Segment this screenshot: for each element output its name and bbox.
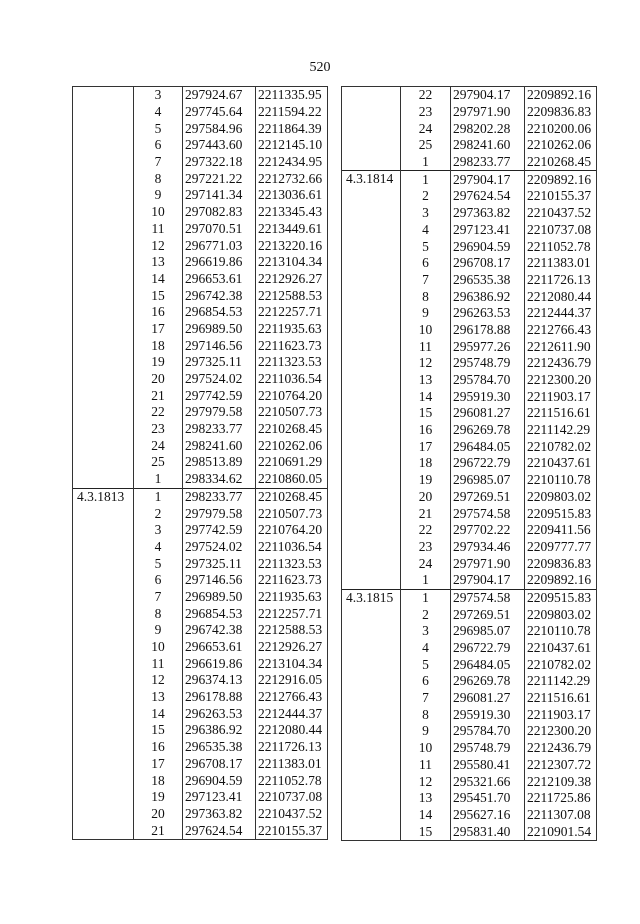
x-coordinate-cell: 297123.41 <box>451 222 525 239</box>
point-number-cell: 12 <box>401 773 451 790</box>
point-number-cell: 8 <box>134 605 183 622</box>
y-coordinate-cell: 2211935.63 <box>256 321 328 338</box>
y-coordinate-cell: 2211623.73 <box>256 572 328 589</box>
y-coordinate-cell: 2213104.34 <box>256 254 328 271</box>
point-number-cell: 18 <box>134 337 183 354</box>
y-coordinate-cell: 2210901.54 <box>525 823 597 840</box>
y-coordinate-cell: 2209836.83 <box>525 104 597 121</box>
y-coordinate-cell: 2210782.02 <box>525 438 597 455</box>
y-coordinate-cell: 2210782.02 <box>525 656 597 673</box>
y-coordinate-cell: 2211903.17 <box>525 706 597 723</box>
y-coordinate-cell: 2212926.27 <box>256 271 328 288</box>
point-number-cell: 15 <box>401 823 451 840</box>
point-number-cell: 6 <box>401 673 451 690</box>
x-coordinate-cell: 296178.88 <box>183 689 256 706</box>
y-coordinate-cell: 2213104.34 <box>256 655 328 672</box>
y-coordinate-cell: 2211383.01 <box>525 255 597 272</box>
point-number-cell: 9 <box>134 622 183 639</box>
x-coordinate-cell: 296269.78 <box>451 422 525 439</box>
x-coordinate-cell: 296535.38 <box>451 272 525 289</box>
y-coordinate-cell: 2210507.73 <box>256 505 328 522</box>
y-coordinate-cell: 2210691.29 <box>256 454 328 471</box>
point-number-cell: 11 <box>401 757 451 774</box>
x-coordinate-cell: 298233.77 <box>183 488 256 505</box>
point-number-cell: 20 <box>134 371 183 388</box>
x-coordinate-cell: 296386.92 <box>451 288 525 305</box>
y-coordinate-cell: 2211726.13 <box>525 272 597 289</box>
point-number-cell: 3 <box>401 205 451 222</box>
x-coordinate-cell: 296904.59 <box>451 238 525 255</box>
x-coordinate-cell: 297624.54 <box>183 822 256 839</box>
point-number-cell: 4 <box>401 640 451 657</box>
x-coordinate-cell: 297624.54 <box>451 188 525 205</box>
x-coordinate-cell: 297443.60 <box>183 137 256 154</box>
point-number-cell: 24 <box>134 437 183 454</box>
x-coordinate-cell: 297325.11 <box>183 354 256 371</box>
point-number-cell: 17 <box>401 438 451 455</box>
point-number-cell: 6 <box>134 137 183 154</box>
point-number-cell: 17 <box>134 321 183 338</box>
x-coordinate-cell: 297584.96 <box>183 120 256 137</box>
y-coordinate-cell: 2211052.78 <box>256 772 328 789</box>
x-coordinate-cell: 297524.02 <box>183 539 256 556</box>
x-coordinate-cell: 296484.05 <box>451 438 525 455</box>
point-number-cell: 14 <box>134 271 183 288</box>
x-coordinate-cell: 295784.70 <box>451 723 525 740</box>
x-coordinate-cell: 296081.27 <box>451 690 525 707</box>
point-number-cell: 20 <box>134 806 183 823</box>
y-coordinate-cell: 2211335.95 <box>256 87 328 104</box>
y-coordinate-cell: 2212257.71 <box>256 605 328 622</box>
point-number-cell: 1 <box>401 589 451 606</box>
x-coordinate-cell: 297702.22 <box>451 522 525 539</box>
x-coordinate-cell: 298241.60 <box>183 437 256 454</box>
point-number-cell: 18 <box>134 772 183 789</box>
y-coordinate-cell: 2210262.06 <box>525 137 597 154</box>
group-label: 4.3.1813 <box>73 488 134 839</box>
x-coordinate-cell: 297924.67 <box>183 87 256 104</box>
x-coordinate-cell: 296653.61 <box>183 639 256 656</box>
x-coordinate-cell: 296904.59 <box>183 772 256 789</box>
x-coordinate-cell: 296081.27 <box>451 405 525 422</box>
x-coordinate-cell: 298334.62 <box>183 471 256 488</box>
y-coordinate-cell: 2210437.52 <box>525 205 597 222</box>
x-coordinate-cell: 297146.56 <box>183 572 256 589</box>
table-row <box>342 87 597 104</box>
y-coordinate-cell: 2213345.43 <box>256 204 328 221</box>
group-label: 4.3.1815 <box>342 589 401 840</box>
point-number-cell: 4 <box>134 104 183 121</box>
y-coordinate-cell: 2211903.17 <box>525 388 597 405</box>
x-coordinate-cell: 295977.26 <box>451 338 525 355</box>
point-number-cell: 13 <box>134 689 183 706</box>
table-row <box>73 87 328 104</box>
y-coordinate-cell: 2213036.61 <box>256 187 328 204</box>
point-number-cell: 1 <box>401 572 451 589</box>
point-number-cell: 11 <box>134 221 183 238</box>
point-number-cell: 5 <box>134 555 183 572</box>
y-coordinate-cell: 2212588.53 <box>256 622 328 639</box>
x-coordinate-cell: 297574.58 <box>451 505 525 522</box>
point-number-cell: 24 <box>401 120 451 137</box>
coordinates-table-left <box>72 86 328 840</box>
x-coordinate-cell: 295580.41 <box>451 757 525 774</box>
x-coordinate-cell: 296653.61 <box>183 271 256 288</box>
x-coordinate-cell: 297146.56 <box>183 337 256 354</box>
x-coordinate-cell: 296619.86 <box>183 254 256 271</box>
x-coordinate-cell: 295451.70 <box>451 790 525 807</box>
point-number-cell: 14 <box>134 705 183 722</box>
y-coordinate-cell: 2212434.95 <box>256 154 328 171</box>
point-number-cell: 22 <box>401 87 451 104</box>
point-number-cell: 1 <box>401 171 451 188</box>
x-coordinate-cell: 295321.66 <box>451 773 525 790</box>
x-coordinate-cell: 296989.50 <box>183 321 256 338</box>
x-coordinate-cell: 297971.90 <box>451 555 525 572</box>
x-coordinate-cell: 296742.38 <box>183 287 256 304</box>
point-number-cell: 22 <box>401 522 451 539</box>
y-coordinate-cell: 2211383.01 <box>256 756 328 773</box>
y-coordinate-cell: 2212926.27 <box>256 639 328 656</box>
point-number-cell: 14 <box>401 388 451 405</box>
point-number-cell: 10 <box>134 204 183 221</box>
x-coordinate-cell: 297221.22 <box>183 170 256 187</box>
x-coordinate-cell: 295627.16 <box>451 807 525 824</box>
y-coordinate-cell: 2209836.83 <box>525 555 597 572</box>
point-number-cell: 16 <box>401 422 451 439</box>
point-number-cell: 16 <box>134 304 183 321</box>
point-number-cell: 21 <box>134 387 183 404</box>
x-coordinate-cell: 296854.53 <box>183 605 256 622</box>
y-coordinate-cell: 2209803.02 <box>525 606 597 623</box>
y-coordinate-cell: 2211623.73 <box>256 337 328 354</box>
point-number-cell: 15 <box>401 405 451 422</box>
x-coordinate-cell: 295919.30 <box>451 706 525 723</box>
y-coordinate-cell: 2211935.63 <box>256 589 328 606</box>
group-label <box>342 87 401 171</box>
x-coordinate-cell: 296722.79 <box>451 455 525 472</box>
y-coordinate-cell: 2209411.56 <box>525 522 597 539</box>
y-coordinate-cell: 2212300.20 <box>525 723 597 740</box>
y-coordinate-cell: 2210737.08 <box>525 222 597 239</box>
x-coordinate-cell: 296985.07 <box>451 623 525 640</box>
point-number-cell: 7 <box>134 589 183 606</box>
y-coordinate-cell: 2210155.37 <box>525 188 597 205</box>
y-coordinate-cell: 2210764.20 <box>256 522 328 539</box>
y-coordinate-cell: 2209803.02 <box>525 489 597 506</box>
y-coordinate-cell: 2210764.20 <box>256 387 328 404</box>
y-coordinate-cell: 2209777.77 <box>525 539 597 556</box>
y-coordinate-cell: 2212588.53 <box>256 287 328 304</box>
point-number-cell: 9 <box>134 187 183 204</box>
x-coordinate-cell: 297904.17 <box>451 572 525 589</box>
point-number-cell: 2 <box>134 505 183 522</box>
y-coordinate-cell: 2210268.45 <box>256 488 328 505</box>
point-number-cell: 10 <box>401 740 451 757</box>
point-number-cell: 7 <box>401 272 451 289</box>
point-number-cell: 6 <box>134 572 183 589</box>
y-coordinate-cell: 2211036.54 <box>256 371 328 388</box>
x-coordinate-cell: 295748.79 <box>451 740 525 757</box>
x-coordinate-cell: 296178.88 <box>451 322 525 339</box>
y-coordinate-cell: 2209515.83 <box>525 589 597 606</box>
x-coordinate-cell: 297141.34 <box>183 187 256 204</box>
point-number-cell: 12 <box>134 237 183 254</box>
point-number-cell: 1 <box>401 154 451 171</box>
y-coordinate-cell: 2211323.53 <box>256 555 328 572</box>
x-coordinate-cell: 297123.41 <box>183 789 256 806</box>
point-number-cell: 23 <box>401 539 451 556</box>
x-coordinate-cell: 295919.30 <box>451 388 525 405</box>
point-number-cell: 13 <box>401 372 451 389</box>
point-number-cell: 1 <box>134 471 183 488</box>
y-coordinate-cell: 2211864.39 <box>256 120 328 137</box>
x-coordinate-cell: 297934.46 <box>451 539 525 556</box>
point-number-cell: 20 <box>401 489 451 506</box>
table-row <box>73 488 328 505</box>
x-coordinate-cell: 296619.86 <box>183 655 256 672</box>
table-row <box>342 171 597 188</box>
y-coordinate-cell: 2211052.78 <box>525 238 597 255</box>
y-coordinate-cell: 2212444.37 <box>525 305 597 322</box>
y-coordinate-cell: 2211036.54 <box>256 539 328 556</box>
x-coordinate-cell: 296535.38 <box>183 739 256 756</box>
x-coordinate-cell: 297325.11 <box>183 555 256 572</box>
y-coordinate-cell: 2209892.16 <box>525 572 597 589</box>
y-coordinate-cell: 2210507.73 <box>256 404 328 421</box>
x-coordinate-cell: 297745.64 <box>183 104 256 121</box>
y-coordinate-cell: 2212444.37 <box>256 705 328 722</box>
y-coordinate-cell: 2211516.61 <box>525 405 597 422</box>
point-number-cell: 7 <box>401 690 451 707</box>
point-number-cell: 5 <box>401 656 451 673</box>
y-coordinate-cell: 2210155.37 <box>256 822 328 839</box>
x-coordinate-cell: 296985.07 <box>451 472 525 489</box>
x-coordinate-cell: 297742.59 <box>183 387 256 404</box>
x-coordinate-cell: 298202.28 <box>451 120 525 137</box>
group-label: 4.3.1814 <box>342 171 401 589</box>
point-number-cell: 13 <box>401 790 451 807</box>
point-number-cell: 3 <box>401 623 451 640</box>
y-coordinate-cell: 2212080.44 <box>256 722 328 739</box>
point-number-cell: 5 <box>134 120 183 137</box>
point-number-cell: 3 <box>134 87 183 104</box>
y-coordinate-cell: 2211725.86 <box>525 790 597 807</box>
x-coordinate-cell: 297574.58 <box>451 589 525 606</box>
x-coordinate-cell: 296854.53 <box>183 304 256 321</box>
x-coordinate-cell: 297082.83 <box>183 204 256 221</box>
y-coordinate-cell: 2210860.05 <box>256 471 328 488</box>
x-coordinate-cell: 298513.89 <box>183 454 256 471</box>
y-coordinate-cell: 2212145.10 <box>256 137 328 154</box>
point-number-cell: 24 <box>401 555 451 572</box>
point-number-cell: 10 <box>134 639 183 656</box>
point-number-cell: 18 <box>401 455 451 472</box>
y-coordinate-cell: 2212436.79 <box>525 355 597 372</box>
y-coordinate-cell: 2212732.66 <box>256 170 328 187</box>
point-number-cell: 2 <box>401 606 451 623</box>
point-number-cell: 22 <box>134 404 183 421</box>
x-coordinate-cell: 296989.50 <box>183 589 256 606</box>
y-coordinate-cell: 2209892.16 <box>525 171 597 188</box>
x-coordinate-cell: 297363.82 <box>451 205 525 222</box>
point-number-cell: 19 <box>134 354 183 371</box>
point-number-cell: 15 <box>134 722 183 739</box>
y-coordinate-cell: 2210268.45 <box>525 154 597 171</box>
x-coordinate-cell: 297070.51 <box>183 221 256 238</box>
point-number-cell: 4 <box>401 222 451 239</box>
y-coordinate-cell: 2212611.90 <box>525 338 597 355</box>
y-coordinate-cell: 2213449.61 <box>256 221 328 238</box>
x-coordinate-cell: 297269.51 <box>451 606 525 623</box>
point-number-cell: 16 <box>134 739 183 756</box>
x-coordinate-cell: 296742.38 <box>183 622 256 639</box>
y-coordinate-cell: 2211142.29 <box>525 422 597 439</box>
x-coordinate-cell: 298241.60 <box>451 137 525 154</box>
point-number-cell: 5 <box>401 238 451 255</box>
x-coordinate-cell: 297524.02 <box>183 371 256 388</box>
point-number-cell: 23 <box>134 421 183 438</box>
point-number-cell: 12 <box>134 672 183 689</box>
y-coordinate-cell: 2211307.08 <box>525 807 597 824</box>
point-number-cell: 1 <box>134 488 183 505</box>
point-number-cell: 2 <box>401 188 451 205</box>
coordinates-table-right <box>341 86 597 841</box>
point-number-cell: 11 <box>401 338 451 355</box>
y-coordinate-cell: 2209515.83 <box>525 505 597 522</box>
point-number-cell: 3 <box>134 522 183 539</box>
x-coordinate-cell: 295748.79 <box>451 355 525 372</box>
y-coordinate-cell: 2212916.05 <box>256 672 328 689</box>
point-number-cell: 15 <box>134 287 183 304</box>
y-coordinate-cell: 2212766.43 <box>256 689 328 706</box>
point-number-cell: 4 <box>134 539 183 556</box>
point-number-cell: 17 <box>134 756 183 773</box>
x-coordinate-cell: 297363.82 <box>183 806 256 823</box>
y-coordinate-cell: 2210262.06 <box>256 437 328 454</box>
y-coordinate-cell: 2213220.16 <box>256 237 328 254</box>
x-coordinate-cell: 296263.53 <box>451 305 525 322</box>
y-coordinate-cell: 2210737.08 <box>256 789 328 806</box>
point-number-cell: 23 <box>401 104 451 121</box>
y-coordinate-cell: 2210110.78 <box>525 472 597 489</box>
x-coordinate-cell: 297904.17 <box>451 87 525 104</box>
y-coordinate-cell: 2212436.79 <box>525 740 597 757</box>
x-coordinate-cell: 296263.53 <box>183 705 256 722</box>
point-number-cell: 12 <box>401 355 451 372</box>
x-coordinate-cell: 297322.18 <box>183 154 256 171</box>
y-coordinate-cell: 2210437.61 <box>525 640 597 657</box>
point-number-cell: 9 <box>401 305 451 322</box>
x-coordinate-cell: 296386.92 <box>183 722 256 739</box>
point-number-cell: 19 <box>134 789 183 806</box>
point-number-cell: 8 <box>134 170 183 187</box>
x-coordinate-cell: 297979.58 <box>183 404 256 421</box>
x-coordinate-cell: 296708.17 <box>451 255 525 272</box>
x-coordinate-cell: 295831.40 <box>451 823 525 840</box>
y-coordinate-cell: 2211594.22 <box>256 104 328 121</box>
y-coordinate-cell: 2212080.44 <box>525 288 597 305</box>
point-number-cell: 10 <box>401 322 451 339</box>
x-coordinate-cell: 296484.05 <box>451 656 525 673</box>
group-label <box>73 87 134 489</box>
x-coordinate-cell: 298233.77 <box>451 154 525 171</box>
x-coordinate-cell: 297979.58 <box>183 505 256 522</box>
y-coordinate-cell: 2210268.45 <box>256 421 328 438</box>
y-coordinate-cell: 2212109.38 <box>525 773 597 790</box>
y-coordinate-cell: 2212300.20 <box>525 372 597 389</box>
y-coordinate-cell: 2209892.16 <box>525 87 597 104</box>
x-coordinate-cell: 298233.77 <box>183 421 256 438</box>
point-number-cell: 14 <box>401 807 451 824</box>
y-coordinate-cell: 2211726.13 <box>256 739 328 756</box>
y-coordinate-cell: 2212307.72 <box>525 757 597 774</box>
point-number-cell: 13 <box>134 254 183 271</box>
x-coordinate-cell: 296374.13 <box>183 672 256 689</box>
x-coordinate-cell: 296771.03 <box>183 237 256 254</box>
y-coordinate-cell: 2211323.53 <box>256 354 328 371</box>
point-number-cell: 19 <box>401 472 451 489</box>
point-number-cell: 21 <box>401 505 451 522</box>
point-number-cell: 11 <box>134 655 183 672</box>
y-coordinate-cell: 2210437.61 <box>525 455 597 472</box>
x-coordinate-cell: 297971.90 <box>451 104 525 121</box>
table-row <box>342 589 597 606</box>
point-number-cell: 25 <box>401 137 451 154</box>
point-number-cell: 6 <box>401 255 451 272</box>
y-coordinate-cell: 2212257.71 <box>256 304 328 321</box>
y-coordinate-cell: 2210200.06 <box>525 120 597 137</box>
point-number-cell: 8 <box>401 706 451 723</box>
x-coordinate-cell: 295784.70 <box>451 372 525 389</box>
x-coordinate-cell: 297269.51 <box>451 489 525 506</box>
y-coordinate-cell: 2212766.43 <box>525 322 597 339</box>
point-number-cell: 8 <box>401 288 451 305</box>
x-coordinate-cell: 296708.17 <box>183 756 256 773</box>
point-number-cell: 7 <box>134 154 183 171</box>
x-coordinate-cell: 296269.78 <box>451 673 525 690</box>
point-number-cell: 25 <box>134 454 183 471</box>
x-coordinate-cell: 297904.17 <box>451 171 525 188</box>
point-number-cell: 21 <box>134 822 183 839</box>
y-coordinate-cell: 2211516.61 <box>525 690 597 707</box>
point-number-cell: 9 <box>401 723 451 740</box>
y-coordinate-cell: 2210437.52 <box>256 806 328 823</box>
x-coordinate-cell: 297742.59 <box>183 522 256 539</box>
page-number: 520 <box>309 60 331 75</box>
x-coordinate-cell: 296722.79 <box>451 640 525 657</box>
y-coordinate-cell: 2210110.78 <box>525 623 597 640</box>
y-coordinate-cell: 2211142.29 <box>525 673 597 690</box>
